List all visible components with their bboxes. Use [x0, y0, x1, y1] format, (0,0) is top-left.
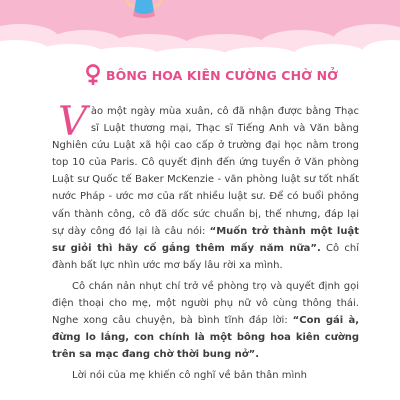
female-symbol-icon: [84, 64, 102, 86]
paragraph-text: Cô chán nản nhụt chí trở về phòng trọ và quyết định gọi điện thoại cho mẹ, một người phụ nữ vô cùng thông thái. Nghe xong câu chuyện, bà bình tĩnh đáp lời:: [52, 280, 359, 327]
quote-text: “Muốn trở thành một luật sư giỏi thì hãy cố gắng thêm mấy năm nữa”.: [52, 225, 360, 254]
paragraph-text: Lời nói của mẹ khiến cô nghĩ về bản thân mình: [72, 370, 307, 382]
cloud-border: [0, 0, 400, 62]
paragraph-text: Cô chỉ đành bất lực nhìn ước mơ bấy lâu rời xa mình.: [52, 242, 360, 271]
quote-text: “Con gái à, đừng lo lắng, con chính là một bông hoa kiên cường trên sa mạc đang chờ thời bung nở”.: [52, 315, 359, 361]
paragraph-2: [52, 278, 359, 363]
paragraph-1: [52, 99, 360, 274]
paragraph-3: [52, 367, 359, 384]
article-body: [52, 99, 360, 389]
paragraph-text: ào một ngày mùa xuân, cô đã nhận được bằng Thạc sĩ Luật thương mại, Thạc sĩ Tiếng Anh và Văn bằng Nghiên cứu Luật xã hội cao cấp ở trường đại học nằm trong top 10 của Paris. Cô quyết định đến ứng tuyển ở Văn phòng Luật sư Quốc tế Baker McKenzie - văn phòng luật sư tốt nhất nước Pháp - ước mơ của rất nhiều luật sư. Để có buổi phỏng vấn thành công, cô đã dốc sức chuẩn bị, thế nhưng, đáp lại sự dày công đó lại là câu nói:: [52, 106, 359, 237]
section-title: BÔNG HOA KIÊN CƯỜNG CHỜ NỞ: [106, 67, 339, 83]
cartoon-girl-illustration: [118, 0, 170, 20]
drop-cap-letter: V: [58, 99, 87, 145]
section-heading: [84, 64, 338, 86]
